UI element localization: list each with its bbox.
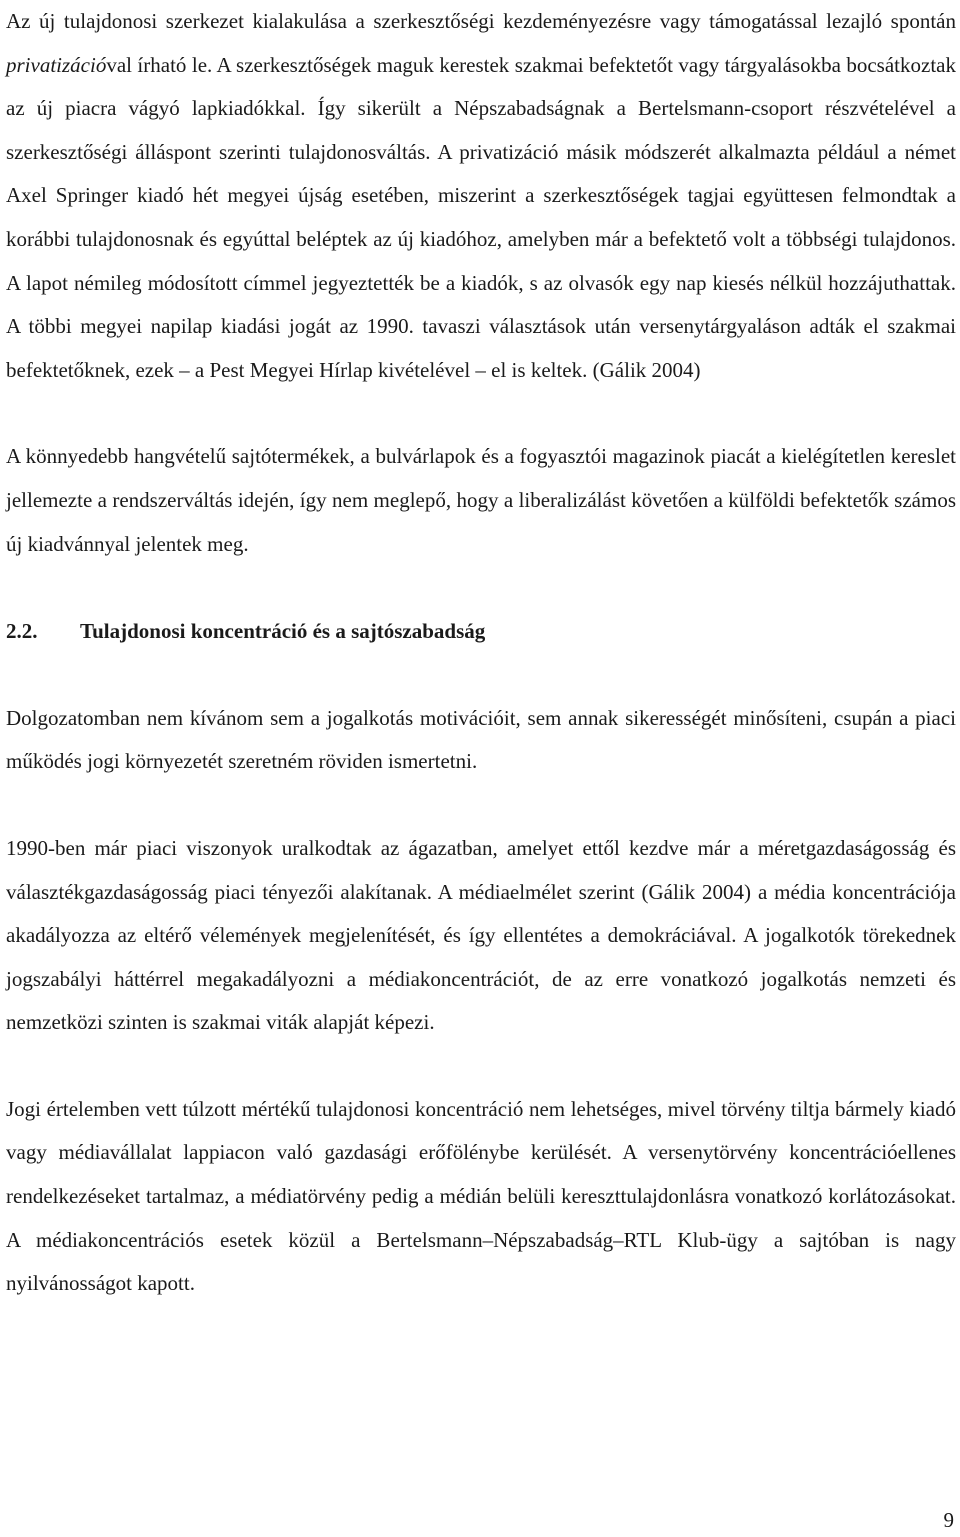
section-heading <box>6 610 956 654</box>
page-number: 9 <box>943 1508 954 1532</box>
paragraph-legal-concentration: Jogi értelemben vett túlzott mértékű tulajdonosi koncentráció nem lehetséges, mivel törvény tiltja bármely kiadó vagy médiavállalat lappiacon való gazdasági erőfölénybe kerülését. A versenytörvény koncentrációellenes rendelkezéseket tartalmaz, a médiatörvény pedig a médián belüli kereszttulajdonlásra vonatkozó korlátozásokat. A médiakoncentrációs esetek közül a Bertelsmann–Népszabadság–RTL Klub-ügy a sajtóban is nagy nyilvánosságot kapott. <box>6 1096 956 1296</box>
paragraph-tabloid-market: A könnyedebb hangvételű sajtótermékek, a bulvárlapok és a fogyasztói magazinok piacát a kielégítetlen kereslet jellemezte a rendszerváltás idején, így nem meglepő, hogy a liberalizálást követően a külföldi befektetők számos új kiadvánnyal jelentek meg. <box>6 444 956 556</box>
paragraph-media-theory: 1990-ben már piaci viszonyok uralkodtak az ágazatban, amelyet ettől kezdve már a méretgazdaságosság és választékgazdaságosság piaci tényezői alakítanak. A médiaelmélet szerint (Gálik 2004) a média koncentrációja akadályozza az eltérő vélemények megjelenítését, és így ellentétes a demokráciával. A jogalkotók törekednek jogszabályi háttérrel megakadályozni a médiakoncentrációt, de az erre vonatkozó jogalkotás nemzeti és nemzetközi szinten is szakmai viták alapját képezi. <box>6 835 956 1035</box>
paragraph-privatization-text-start: Az új tulajdonosi szerkezet kialakulása a szerkesztőségi kezdeményezésre vagy támogatással lezajló spontán <box>6 9 956 33</box>
paragraph-scope: Dolgozatomban nem kívánom sem a jogalkotás motivációit, sem annak sikerességét minősíteni, csupán a piaci működés jogi környezetét szeretném röviden ismertetni. <box>6 705 956 774</box>
paragraph-privatization <box>6 0 956 392</box>
section-title: Tulajdonosi koncentráció és a sajtószabadság <box>80 619 486 644</box>
paragraph-privatization-text-end: val írható le. A szerkesztőségek maguk kerestek szakmai befektetőt vagy tárgyalásokba bocsátkoztak az új piacra vágyó lapkiadókkal. Így sikerült a Népszabadságnak a Bertelsmann-csoport részvételével a szerkesztőségi álláspont szerinti tulajdonosváltás. A privatizáció másik módszerét alkalmazta például a német Axel Springer kiadó hét megyei újság esetében, miszerint a szerkesztőségek tagjai együttesen felmondtak a korábbi tulajdonosnak és egyúttal beléptek az új kiadóhoz, amelyben már a befektető volt a többségi tulajdonos. A lapot némileg módosított címmel jegyeztették be a kiadók, s az olvasók egy nap kiesés nélkül hozzájuthattak. A többi megyei napilap kiadási jogát az 1990. tavaszi választások után versenytárgyaláson adták el szakmai befektetőknek, ezek – a Pest Megyei Hírlap kivételével – el is keltek. (Gálik 2004) <box>6 52 956 382</box>
document-page <box>6 0 956 1306</box>
section-number: 2.2. <box>6 619 38 644</box>
italic-term-privatizacio: privatizáció <box>6 52 107 77</box>
